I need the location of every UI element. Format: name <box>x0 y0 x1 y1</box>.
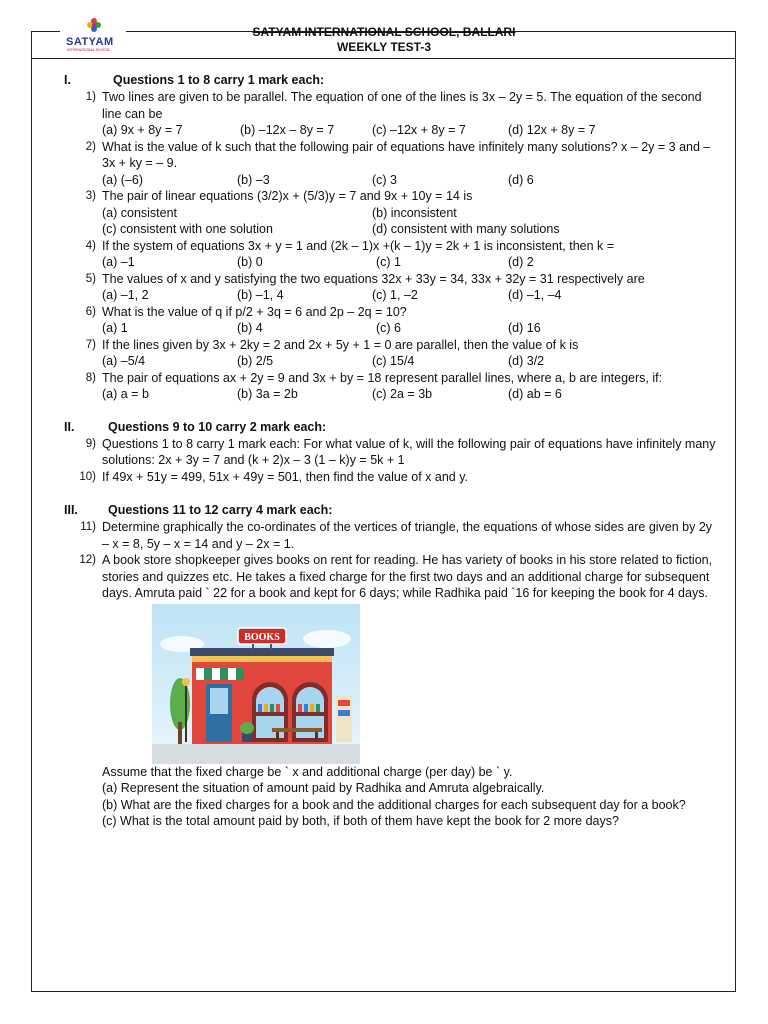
options: (c) consistent with one solution (d) consistent with many solutions <box>102 222 560 236</box>
question-4: 4) If the system of equations 3x + y = 1 and (2k – 1)x +(k – 1)y = 2k + 1 is inconsistent, then k = (a) –1 (b) 0 (c) 1 (d) 2 <box>102 238 717 271</box>
question-text: The pair of linear equations (3/2)x + (5/3)y = 7 and 9x + 10y = 14 is <box>102 189 473 203</box>
options: (a) consistent (b) inconsistent <box>102 205 457 220</box>
header-divider <box>31 58 736 59</box>
section-2-heading: II. Questions 9 to 10 carry 2 mark each: <box>64 419 327 434</box>
question-11: 11) Determine graphically the co-ordinates of the vertices of triangle, the equations of whose sides are given by 2y – x = 8, 5y – x = 14 and y – 2x = 1. <box>102 519 717 552</box>
options: (a) (–6) (b) –3 (c) 3 (d) 6 <box>102 172 534 187</box>
question-text: The pair of equations ax + 2y = 9 and 3x + by = 18 represent parallel lines, where a, b are integers, if: <box>102 370 663 385</box>
options: (a) 1 (b) 4 (c) 6 (d) 16 <box>102 321 541 335</box>
question-text: The values of x and y satisfying the two equations 32x + 33y = 34, 33x + 32y = 31 respectively are <box>102 271 645 286</box>
question-text: What is the value of q if p/2 + 3q = 6 and 2p – 2q = 10? <box>102 304 407 319</box>
school-name: SATYAM INTERNATIONAL SCHOOL, BALLARI <box>252 25 516 39</box>
question-text: Determine graphically the co-ordinates of the vertices of triangle, the equations of whose sides are given by 2y – x = 8, 5y – x = 14 and y – 2x = 1. <box>102 520 713 551</box>
followup-assumption: Assume that the fixed charge be ` x and additional charge (per day) be ` y. <box>102 764 513 779</box>
question-text: Two lines are given to be parallel. The equation of one of the lines is 3x – 2y = 5. The equation of the second line can be <box>102 90 702 121</box>
bookstore-illustration <box>152 604 360 764</box>
question-7: 7) If the lines given by 3x + 2ky = 2 and 2x + 5y + 1 = 0 are parallel, then the value of k is (a) –5/4 (b) 2/5 (c) 15/4 (d) 3/2 <box>102 337 717 370</box>
question-text: If 49x + 51y = 499, 51x + 49y = 501, then find the value of x and y. <box>102 469 468 484</box>
test-title: WEEKLY TEST-3 <box>336 40 432 54</box>
options: (a) –1, 2 (b) –1, 4 (c) 1, –2 (d) –1, –4 <box>102 288 562 302</box>
question-text: If the system of equations 3x + y = 1 and (2k – 1)x +(k – 1)y = 2k + 1 is inconsistent, then k = <box>102 238 615 253</box>
question-5: 5) The values of x and y satisfying the two equations 32x + 33y = 34, 33x + 32y = 31 respectively are (a) –1, 2 (b) –1, 4 (c) 1, –2 (d) –1, –4 <box>102 271 717 304</box>
followup-block <box>102 764 717 830</box>
section-3-heading: III. Questions 11 to 12 carry 4 mark each: <box>64 503 333 517</box>
question-12: 12) A book store shopkeeper gives books on rent for reading. He has variety of books in his store related to fiction, stories and quizzes etc. He takes a fixed charge for the first two days and an additional charge for subsequent days. Amruta paid ` 22 for a book and kept for 6 days; while Radhika paid `16 for keeping the book for 4 days. <box>102 552 717 602</box>
question-paper <box>0 72 768 830</box>
section-1-heading: I. Questions 1 to 8 carry 1 mark each: <box>64 73 325 87</box>
question-text: A book store shopkeeper gives books on rent for reading. He has variety of books in his store related to fiction, stories and quizzes etc. He takes a fixed charge for the first two days and an additional charge for subsequent days. Amruta paid ` 22 for a book and kept for 6 days; while Radhika paid `16 for keeping the book for 4 days. <box>102 553 713 600</box>
followup-part-a: (a) Represent the situation of amount paid by Radhika and Amruta algebraically. <box>102 781 545 795</box>
question-9: 9) Questions 1 to 8 carry 1 mark each: For what value of k, will the following pair of equations have infinitely many solutions: 2x + 3y = 7 and (k + 2)x – 3 (1 – k)y = 5k + 1 <box>85 436 716 467</box>
question-3: 3) The pair of linear equations (3/2)x + (5/3)y = 7 and 9x + 10y = 14 is (a) consistent (b) inconsistent (c) consistent with one solution (d) consistent with many solutions <box>102 188 717 238</box>
question-6: 6) What is the value of q if p/2 + 3q = 6 and 2p – 2q = 10? (a) 1 (b) 4 (c) 6 (d) 16 <box>102 304 717 337</box>
books-sign-text: BOOKS <box>244 631 280 643</box>
question-text: If the lines given by 3x + 2ky = 2 and 2x + 5y + 1 = 0 are parallel, then the value of k is <box>102 337 579 352</box>
options: (a) –5/4 (b) 2/5 (c) 15/4 (d) 3/2 <box>102 354 545 368</box>
question-1: 1) Two lines are given to be parallel. The equation of one of the lines is 3x – 2y = 5. The equation of the second line can be (a) 9x + 8y = 7 (b) –12x – 8y = 7 (c) –12x + 8y = 7 (d) 12x + 8y = 7 <box>102 89 717 139</box>
logo-subtext: INTERNATIONAL SCHOOL <box>67 48 111 52</box>
options: (a) a = b (b) 3a = 2b (c) 2a = 3b (d) ab = 6 <box>102 387 562 401</box>
options: (a) –1 (b) 0 (c) 1 (d) 2 <box>102 255 534 269</box>
question-text: What is the value of k such that the following pair of equations have infinitely many solutions? x – 2y = 3 and – 3x + ky = – 9. <box>102 139 711 170</box>
question-2: 2) What is the value of k such that the following pair of equations have infinitely many solutions? x – 2y = 3 and – 3x + ky = – 9. (a) (–6) (b) –3 (c) 3 (d) 6 <box>102 139 717 189</box>
question-text: Questions 1 to 8 carry 1 mark each: For what value of k, will the following pair of equations have infinitely many solutions: 2x + 3y = 7 and (k + 2)x – 3 (1 – k)y = 5k + 1 <box>102 436 716 467</box>
followup-part-b: (b) What are the fixed charges for a book and the additional charges for each subsequent day for a book? <box>102 797 686 812</box>
question-10: 10) If 49x + 51y = 499, 51x + 49y = 501, then find the value of x and y. <box>102 469 717 486</box>
followup-part-c: (c) What is the total amount paid by both, if both of them have kept the book for 2 more days? <box>102 814 619 828</box>
question-8: 8) The pair of equations ax + 2y = 9 and 3x + by = 18 represent parallel lines, where a, b are integers, if: (a) a = b (b) 3a = 2b (c) 2a = 3b (d) ab = 6 <box>102 370 717 403</box>
logo-text: SATYAM <box>66 36 114 48</box>
options: (a) 9x + 8y = 7 (b) –12x – 8y = 7 (c) –12x + 8y = 7 (d) 12x + 8y = 7 <box>102 123 596 137</box>
